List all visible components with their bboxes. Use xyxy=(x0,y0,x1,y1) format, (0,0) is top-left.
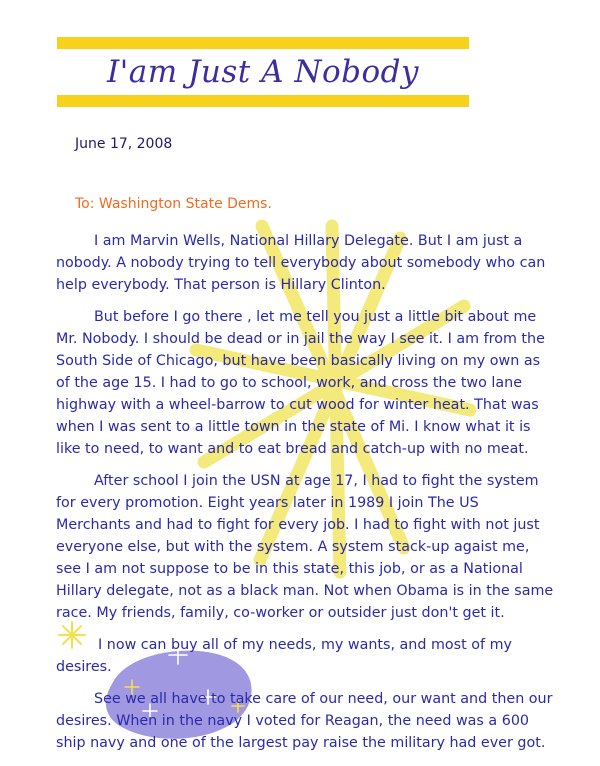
letter-date: June 17, 2008 xyxy=(75,136,173,152)
letter-body xyxy=(56,230,556,764)
paragraph: See we all have to take care of our need, our want and then our desires. When in the navy I voted for Reagan, the need was a 600 ship navy and one of the largest pay raise the military had ever got. xyxy=(56,691,553,751)
paragraph: After school I join the USN at age 17, I had to fight the system for every promotion. Eight years later in 1989 I join The US Merchants and had to fight for every job. I had to fight with not just everyone else, but with the system. A system stack-up agaist me, see I am not suppose to be in this state, this job, or as a National Hillary delegate, not as a black man. Not when Obama is in the same race. My friends, family, co-worker or outsider just don't get it. xyxy=(56,473,554,621)
paragraph: I am Marvin Wells, National Hillary Delegate. But I am just a nobody. A nobody trying to tell everybody about somebody who can help everybody. That person is Hillary Clinton. xyxy=(56,233,546,293)
page-title: I'am Just A Nobody xyxy=(106,54,419,90)
paragraph: I now can buy all of my needs, my wants, and most of my desires. xyxy=(56,637,512,675)
recipient-line: To: Washington State Dems. xyxy=(75,196,272,212)
paragraph: But before I go there , let me tell you just a little bit about me Mr. Nobody. I should be dead or in jail the way I see it. I am from the South Side of Chicago, but have been basically living on my own as of the age 15. I had to go to school, work, and cross the two lane highway with a wheel-barrow to cut wood for winter heat. That was when I was sent to a little town in the state of Mi. I know what it is like to need, to want and to eat bread and catch-up with no meat. xyxy=(56,309,545,457)
